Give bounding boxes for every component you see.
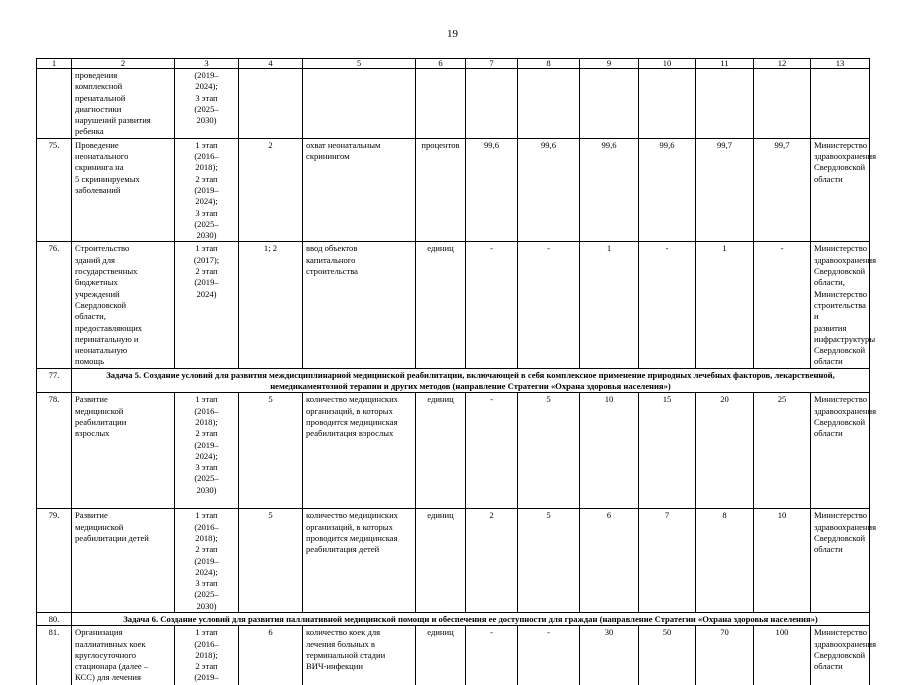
cell-y2021: 25 [754,393,811,509]
cell-y2019: - [639,242,696,368]
cell-y2017: - [518,626,580,685]
cell-y2016: - [466,242,518,368]
cell-y2019: 99,6 [639,138,696,242]
cell-y2020: 1 [696,242,754,368]
cell-y2018: 99,6 [580,138,639,242]
cell-indicator: количество коек для лечения больных в терминальной стадии ВИЧ-инфекции [303,626,416,685]
header-cell-2: 2 [72,59,175,69]
cell-goal: 5 [239,393,303,509]
cell-y2020: 20 [696,393,754,509]
cell-y2021: - [754,242,811,368]
cell-goal: 1; 2 [239,242,303,368]
header-cell-7: 7 [466,59,518,69]
table-row [37,509,870,613]
cell-y2018: 10 [580,393,639,509]
row-number: 80. [37,612,72,625]
header-cell-8: 8 [518,59,580,69]
cell-y2020 [696,69,754,139]
cell-executor: Министерство здравоохранения Свердловской области, Министерство строительства и развития инфраструктуры Свердловской области [811,242,870,368]
cell-goal: 6 [239,626,303,685]
cell-name: проведения комплексной пренатальной диагностики нарушений развития ребенка [72,69,175,139]
cell-name: Проведение неонатального скрининга на 5 скрининруемых заболеваний [72,138,175,242]
cell-executor [811,69,870,139]
cell-y2018: 1 [580,242,639,368]
cell-y2017 [518,69,580,139]
header-cell-13: 13 [811,59,870,69]
cell-num: 81. [37,626,72,685]
cell-stages: 1 этап (2016– 2018); 2 этап (2019– [175,626,239,685]
table-row [37,138,870,242]
cell-executor: Министерство здравоохранения Свердловской области [811,626,870,685]
cell-y2019: 15 [639,393,696,509]
header-cell-10: 10 [639,59,696,69]
cell-num: 79. [37,509,72,613]
cell-y2017: 99,6 [518,138,580,242]
task-title: Задача 5. Создание условий для развития междисциплинарной медицинской реабилитации, включающей в себя комплексное применение природных лечебных факторов, лекарственной, немедикаментозной терапии и других методов (направление Стратегии «Охрана здоровья населения») [72,368,870,393]
task-title-row [37,368,870,393]
row-number: 77. [37,368,72,393]
program-table [36,58,877,685]
cell-y2016: 2 [466,509,518,613]
cell-y2020: 99,7 [696,138,754,242]
cell-stages: 1 этап (2017); 2 этап (2019– 2024) [175,242,239,368]
cell-y2017: - [518,242,580,368]
header-cell-6: 6 [416,59,466,69]
cell-unit: единиц [416,393,466,509]
task-title: Задача 6. Создание условий для развития паллиативной медицинской помощи и обеспечения ее доступности для граждан (направление Стратегии «Охрана здоровья населения») [72,612,870,625]
header-cell-9: 9 [580,59,639,69]
header-row [37,59,870,69]
cell-unit: процентов [416,138,466,242]
cell-y2016: - [466,626,518,685]
header-cell-4: 4 [239,59,303,69]
cell-y2016: - [466,393,518,509]
cell-num [37,69,72,139]
cell-goal [239,69,303,139]
cell-y2021: 100 [754,626,811,685]
cell-y2017: 5 [518,509,580,613]
cell-name: Организация паллиативных коек круглосуточного стационара (далее – КСС) для лечения [72,626,175,685]
cell-y2019 [639,69,696,139]
cell-y2016: 99,6 [466,138,518,242]
page-number: 19 [447,28,458,40]
cell-stages: 1 этап (2016– 2018); 2 этап (2019– 2024); 3 этап (2025– 2030) [175,138,239,242]
table-row [37,393,870,509]
cell-indicator [303,69,416,139]
cell-y2019: 50 [639,626,696,685]
cell-y2016 [466,69,518,139]
cell-goal: 2 [239,138,303,242]
cell-indicator: количество медицинских организаций, в которых проводится медицинская реабилитация взрослых [303,393,416,509]
header-cell-1: 1 [37,59,72,69]
table-row [37,242,870,368]
cell-y2021: 10 [754,509,811,613]
cell-unit [416,69,466,139]
cell-executor: Министерство здравоохранения Свердловской области [811,393,870,509]
header-cell-3: 3 [175,59,239,69]
cell-y2017: 5 [518,393,580,509]
cell-y2018 [580,69,639,139]
cell-indicator: количество медицинских организаций, в которых проводится медицинская реабилитация детей [303,509,416,613]
cell-num: 76. [37,242,72,368]
table-row [37,626,870,685]
cell-stages: 1 этап (2016– 2018); 2 этап (2019– 2024); 3 этап (2025– 2030) [175,393,239,509]
cell-executor: Министерство здравоохранения Свердловской области [811,138,870,242]
cell-stages: (2019– 2024); 3 этап (2025– 2030) [175,69,239,139]
cell-name: Развитие медицинской реабилитации взрослых [72,393,175,509]
header-cell-11: 11 [696,59,754,69]
cell-unit: единиц [416,242,466,368]
cell-num: 78. [37,393,72,509]
cell-y2018: 30 [580,626,639,685]
cell-stages: 1 этап (2016– 2018); 2 этап (2019– 2024); 3 этап (2025– 2030) [175,509,239,613]
cell-y2019: 7 [639,509,696,613]
header-cell-12: 12 [754,59,811,69]
cell-goal: 5 [239,509,303,613]
task-title-row [37,612,870,625]
cell-y2020: 8 [696,509,754,613]
cell-num: 75. [37,138,72,242]
cell-y2018: 6 [580,509,639,613]
cell-unit: единиц [416,509,466,613]
cell-y2020: 70 [696,626,754,685]
cell-indicator: ввод объектов капитального строительства [303,242,416,368]
cell-y2021 [754,69,811,139]
cell-executor: Министерство здравоохранения Свердловской области [811,509,870,613]
header-cell-5: 5 [303,59,416,69]
cell-y2021: 99,7 [754,138,811,242]
cell-indicator: охват неонатальным скринингом [303,138,416,242]
cell-name: Строительство зданий для государственных бюджетных учреждений Свердловской области, предоставляющих перинатальную и неонатальную помощь [72,242,175,368]
cell-name: Развитие медицинской реабилитации детей [72,509,175,613]
table-row [37,69,870,139]
cell-unit: единиц [416,626,466,685]
